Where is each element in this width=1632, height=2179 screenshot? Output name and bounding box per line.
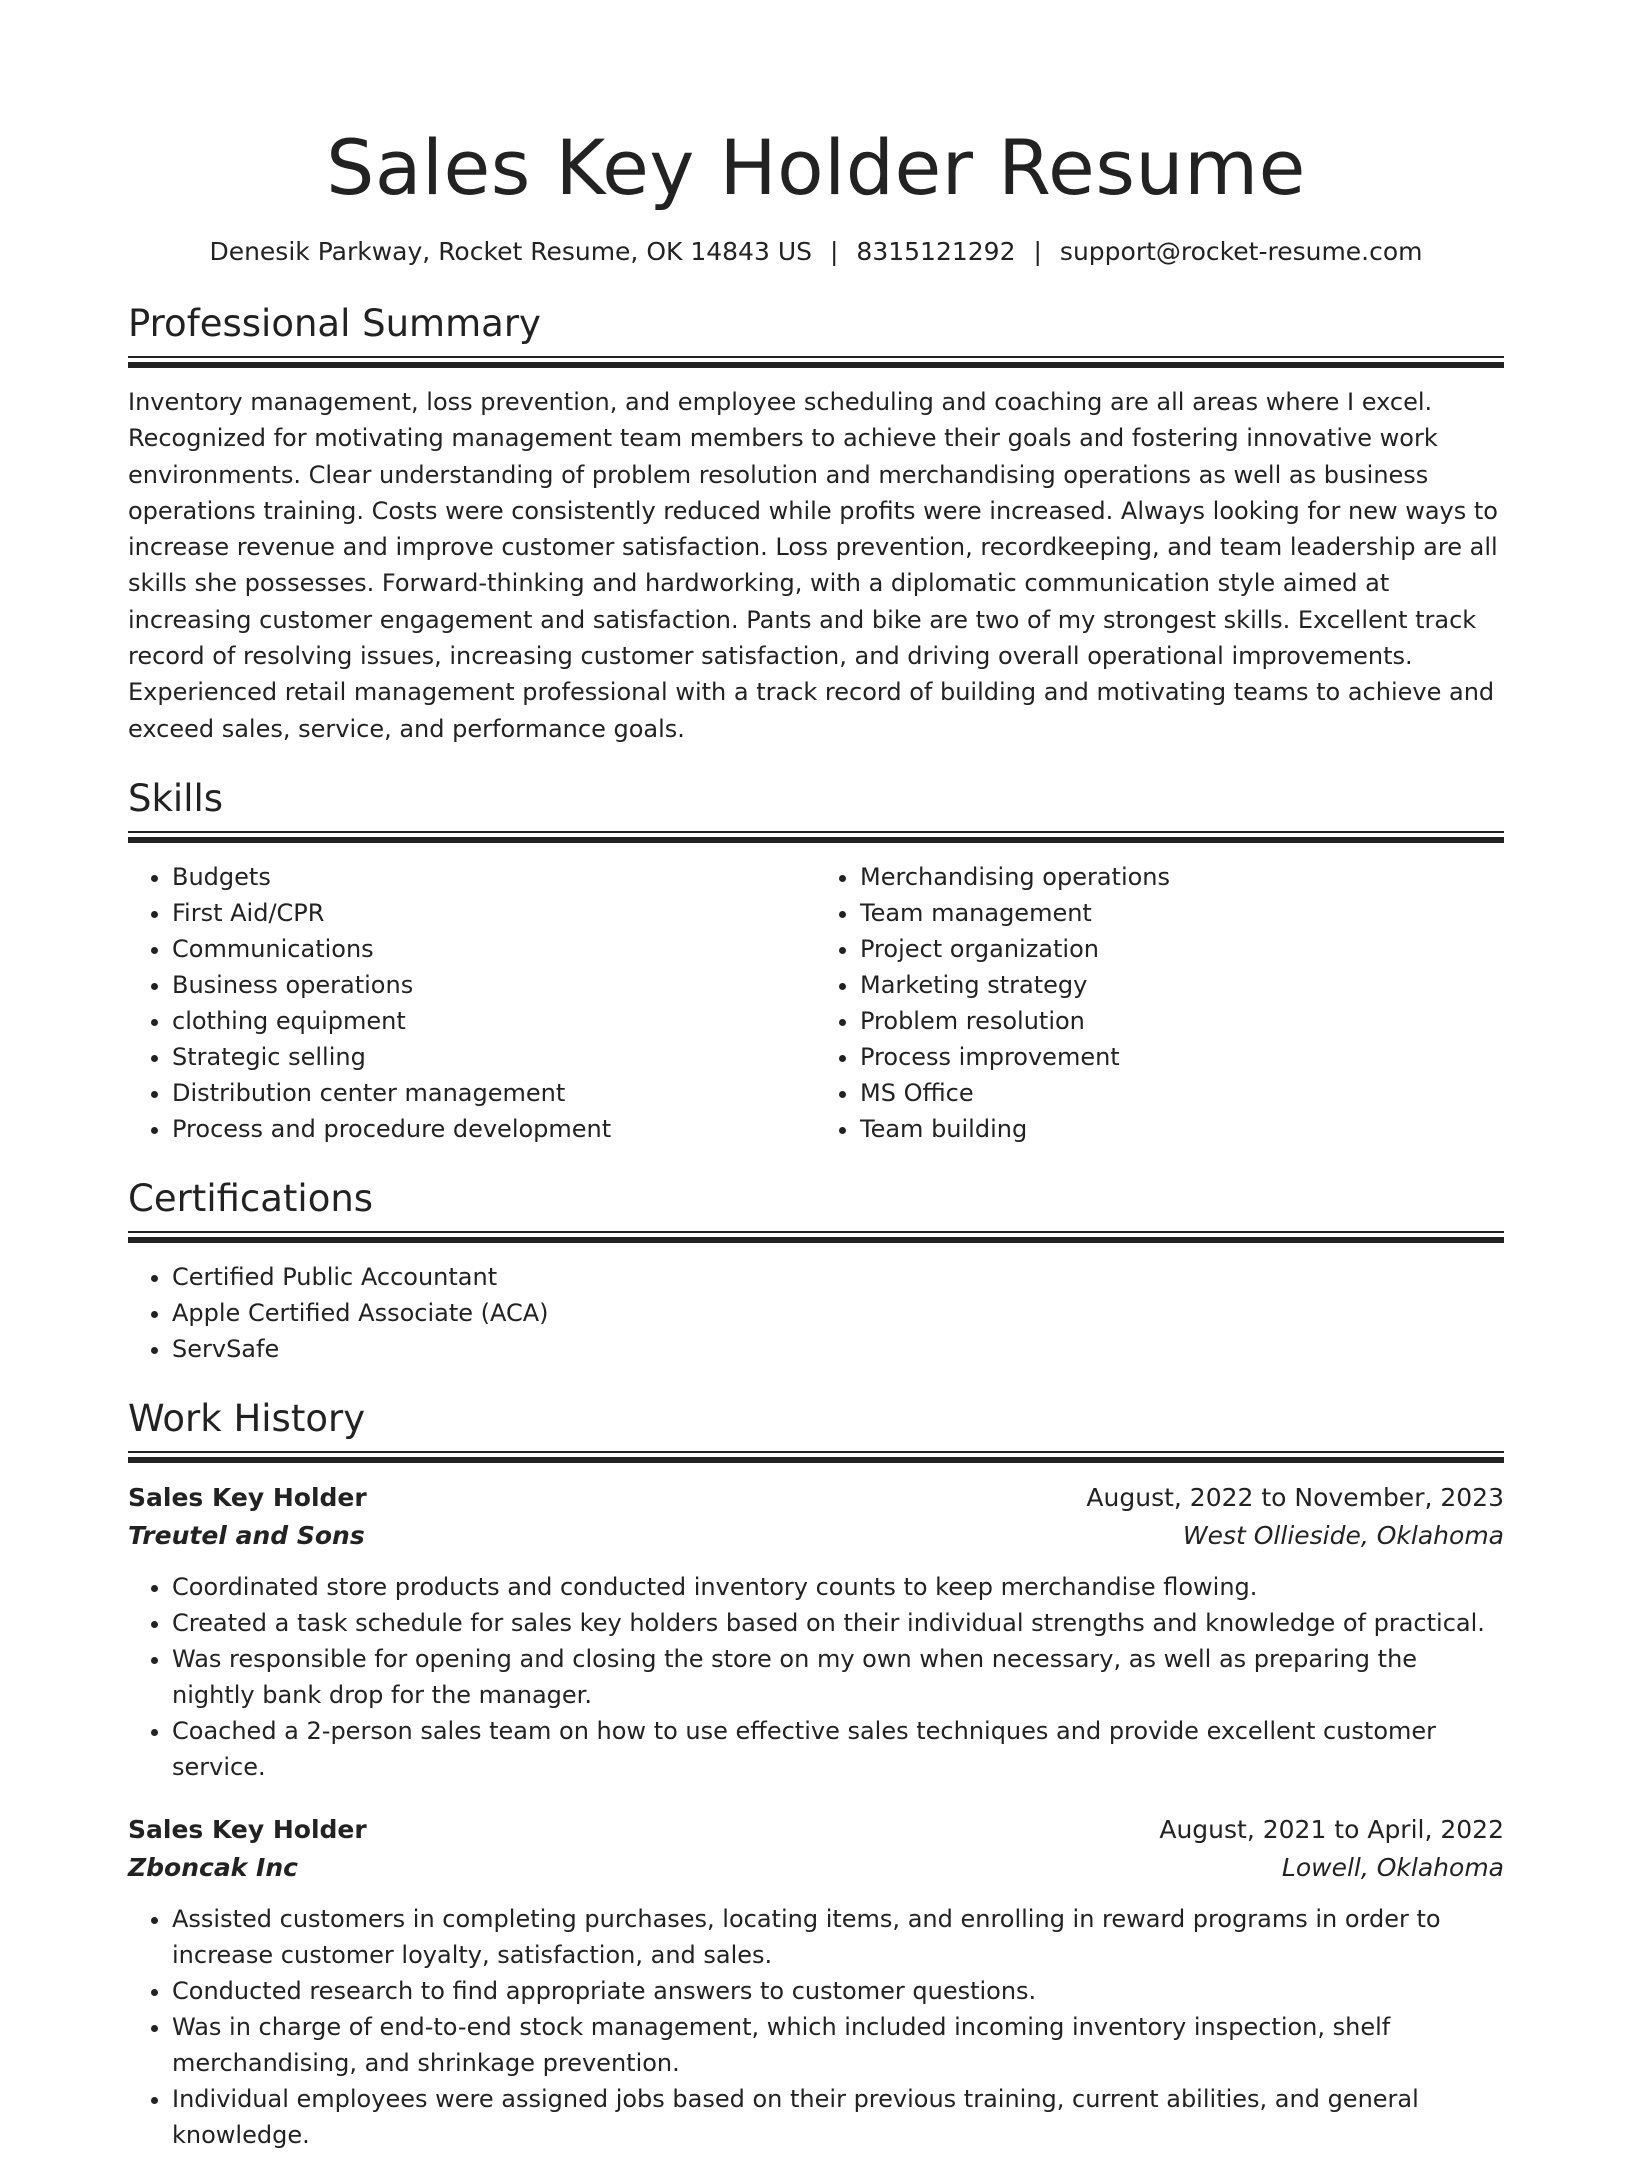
certification-item: • Certified Public Accountant [172, 1259, 1504, 1295]
job-title-row [128, 1479, 1504, 1517]
section-divider [128, 356, 1504, 368]
job-title: Sales Key Holder [128, 1814, 367, 1844]
certification-item: • ServSafe [172, 1331, 1504, 1367]
skills-section [128, 777, 1504, 1147]
summary-section [128, 302, 1504, 747]
certifications-list [128, 1259, 1504, 1367]
section-divider [128, 1231, 1504, 1243]
job-duty-item: • Conducted research to find appropriate answers to customer questions. [172, 1973, 1504, 2009]
skills-heading: Skills [128, 776, 224, 820]
skill-item: • First Aid/CPR [172, 895, 816, 931]
certification-item: • Apple Certified Associate (ACA) [172, 1295, 1504, 1331]
skill-item: • Team building [860, 1111, 1504, 1147]
job-title: Sales Key Holder [128, 1482, 367, 1512]
contact-line [128, 236, 1504, 268]
skill-item: • Merchandising operations [860, 859, 1504, 895]
job-company-row [128, 1849, 1504, 1887]
job-entry [128, 1811, 1504, 2153]
skill-item: • Marketing strategy [860, 967, 1504, 1003]
skills-list-left [128, 859, 816, 1147]
skill-item: • Budgets [172, 859, 816, 895]
skill-item: • Team management [860, 895, 1504, 931]
job-duty-item: • Assisted customers in completing purchases, locating items, and enrolling in reward programs in order to increase customer loyalty, satisfaction, and sales. [172, 1901, 1504, 1973]
skill-item: • Project organization [860, 931, 1504, 967]
skills-list-right [816, 859, 1504, 1147]
certifications-heading: Certifications [128, 1176, 374, 1220]
job-dates: August, 2021 to April, 2022 [1159, 1814, 1504, 1844]
job-entry [128, 1479, 1504, 1785]
summary-text: Inventory management, loss prevention, and employee scheduling and coaching are all areas where I excel. Recognized for motivating management team members to achieve their goals and fostering innovative work environments. Clear understanding of problem resolution and merchandising operations as well as business operations training. Costs were consistently reduced while profits were increased. Always looking for new ways to increase revenue and improve customer satisfaction. Loss prevention, recordkeeping, and team leadership are all skills she possesses. Forward-thinking and hardworking, with a diplomatic communication style aimed at increasing customer engagement and satisfaction. Pants and bike are two of my strongest skills. Excellent track record of resolving issues, increasing customer satisfaction, and driving overall operational improvements. Experienced retail management professional with a track record of building and motivating teams to achieve and exceed sales, service, and performance goals. [128, 388, 1498, 743]
job-duty-item: • Was responsible for opening and closing the store on my own when necessary, as well as preparing the nightly bank drop for the manager. [172, 1641, 1504, 1713]
job-duty-item: • Was in charge of end-to-end stock management, which included incoming inventory inspection, shelf merchandising, and shrinkage prevention. [172, 2009, 1504, 2081]
job-company: Zboncak Inc [128, 1852, 298, 1882]
skill-item: • Business operations [172, 967, 816, 1003]
skill-item: • Process improvement [860, 1039, 1504, 1075]
work-history-section [128, 1397, 1504, 2153]
contact-separator: | [829, 237, 839, 266]
skill-item: • Process and procedure development [172, 1111, 816, 1147]
skill-item: • clothing equipment [172, 1003, 816, 1039]
skill-item: • Distribution center management [172, 1075, 816, 1111]
job-company: Treutel and Sons [128, 1520, 365, 1550]
contact-address: Denesik Parkway, Rocket Resume, OK 14843 US [209, 237, 812, 266]
job-dates: August, 2022 to November, 2023 [1086, 1482, 1504, 1512]
skill-item: • Strategic selling [172, 1039, 816, 1075]
job-duties-list [128, 1569, 1504, 1785]
job-company-row [128, 1517, 1504, 1555]
work-history-heading: Work History [128, 1396, 366, 1440]
summary-heading: Professional Summary [128, 302, 541, 345]
skill-item: • Problem resolution [860, 1003, 1504, 1039]
job-title-row [128, 1811, 1504, 1849]
contact-separator: | [1033, 237, 1042, 266]
contact-email: support@rocket-resume.com [1059, 237, 1423, 266]
section-divider [128, 1451, 1504, 1463]
skills-grid [128, 859, 1504, 1147]
job-duty-item: • Coached a 2-person sales team on how to use effective sales techniques and provide excellent customer service. [172, 1713, 1504, 1785]
job-header [128, 1479, 1504, 1555]
section-divider [128, 831, 1504, 843]
job-duty-item: • Created a task schedule for sales key holders based on their individual strengths and knowledge of practical. [172, 1605, 1504, 1641]
job-location: Lowell, Oklahoma [1281, 1852, 1504, 1882]
job-location: West Ollieside, Oklahoma [1182, 1520, 1504, 1550]
certifications-section [128, 1177, 1504, 1367]
job-header [128, 1811, 1504, 1887]
job-duties-list [128, 1901, 1504, 2153]
resume-title: Sales Key Holder Resume [326, 123, 1306, 212]
skill-item: • MS Office [860, 1075, 1504, 1111]
resume-page [128, 0, 1504, 2179]
contact-phone: 8315121292 [856, 237, 1016, 266]
job-duty-item: • Individual employees were assigned jobs based on their previous training, current abilities, and general knowledge. [172, 2081, 1504, 2153]
job-duty-item: • Coordinated store products and conducted inventory counts to keep merchandise flowing. [172, 1569, 1504, 1605]
skill-item: • Communications [172, 931, 816, 967]
